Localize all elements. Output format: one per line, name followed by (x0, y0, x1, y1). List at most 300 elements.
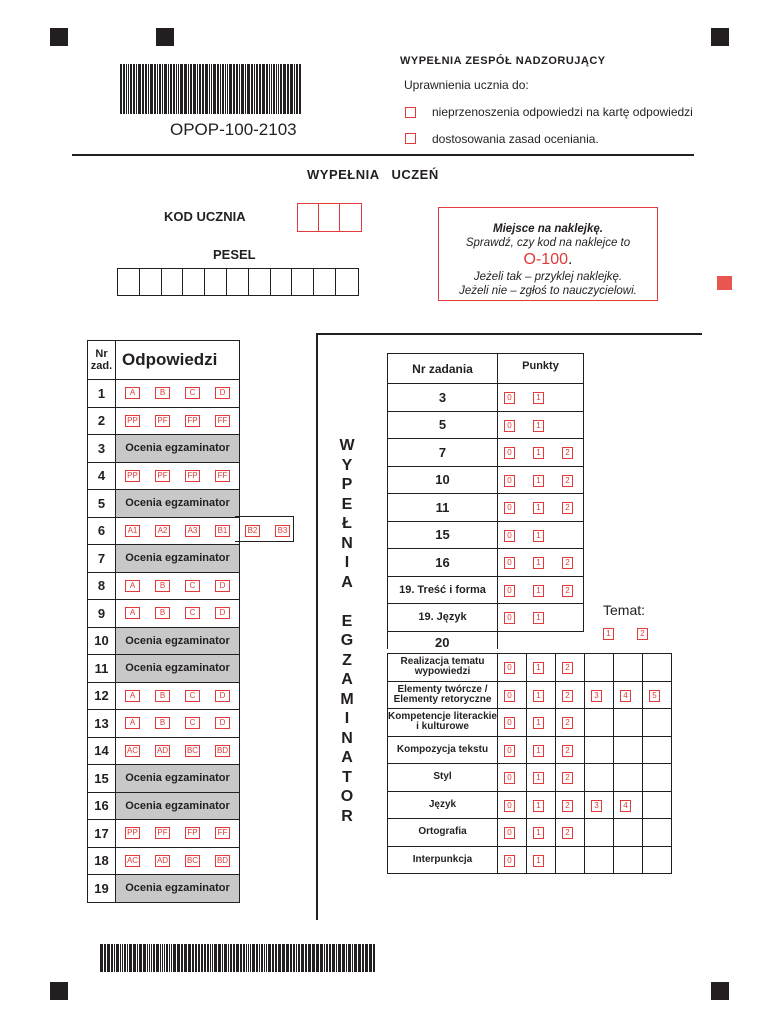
criterion-point-option[interactable]: 5 (649, 690, 660, 702)
barcode-bar (220, 64, 221, 114)
answer-option[interactable]: PP (125, 470, 140, 482)
answer-option[interactable]: FP (185, 470, 200, 482)
pesel-digit-box[interactable] (336, 269, 358, 295)
answer-option[interactable]: PP (125, 415, 140, 427)
barcode-bar (228, 944, 229, 972)
barcode-bar (205, 64, 208, 114)
barcode-bar (153, 944, 155, 972)
kod-digit-box[interactable] (340, 204, 361, 231)
answer-row (88, 462, 240, 490)
barcode-bar (151, 944, 152, 972)
barcode-bar (269, 64, 270, 114)
barcode-bar (275, 944, 277, 972)
points-option[interactable]: 0 (504, 475, 515, 487)
barcode-bar (192, 944, 194, 972)
examiner-vertical-letter: Ł (342, 515, 352, 532)
criterion-point-cell (614, 709, 643, 737)
barcode-bar (128, 64, 129, 114)
barcode-bar (150, 64, 153, 114)
barcode-bar (170, 64, 172, 114)
points-option[interactable]: 2 (562, 557, 573, 569)
answer-option[interactable]: A2 (155, 525, 170, 537)
barcode-bar (276, 64, 277, 114)
answer-option[interactable]: C (185, 607, 200, 619)
barcode-bar (147, 944, 148, 972)
answer-row-6-extension (235, 516, 294, 542)
answer-row (88, 490, 240, 518)
criterion-point-option[interactable]: 0 (504, 772, 515, 784)
criterion-point-option[interactable]: 2 (562, 690, 573, 702)
task-number: 10 (88, 627, 116, 655)
points-option[interactable]: 1 (533, 585, 544, 597)
task-number: 18 (88, 847, 116, 875)
answer-row (88, 765, 240, 793)
barcode-bar (116, 944, 119, 972)
points-option[interactable]: 1 (533, 447, 544, 459)
answer-option[interactable]: A (125, 717, 140, 729)
points-option[interactable]: 1 (533, 530, 544, 542)
points-options-cell (498, 411, 584, 439)
barcode-bar (214, 944, 217, 972)
answer-option[interactable]: D (215, 607, 230, 619)
criterion-point-cell (585, 764, 614, 792)
barcode-bar (159, 64, 161, 114)
barcode-bar (164, 64, 167, 114)
points-option[interactable]: 0 (504, 502, 515, 514)
answer-options-cell (116, 710, 240, 738)
answer-option[interactable]: A (125, 690, 140, 702)
criterion-point-option[interactable]: 1 (533, 690, 544, 702)
right-1-checkbox[interactable] (405, 107, 416, 118)
examiner-vertical-letter: P (341, 476, 353, 493)
criterion-point-cell (585, 654, 614, 682)
barcode-bar (286, 944, 289, 972)
answer-option[interactable]: FP (185, 415, 200, 427)
barcode-bar (271, 64, 272, 114)
barcode-bar (224, 944, 227, 972)
barcode-bar (278, 64, 279, 114)
criterion-point-option[interactable]: 0 (504, 717, 515, 729)
points-task: 7 (388, 439, 498, 467)
criteria-table (387, 653, 672, 874)
answer-options-cell (116, 517, 288, 545)
criterion-point-cell (527, 709, 556, 737)
examiner-vertical-letter: A (341, 749, 353, 766)
criterion-point-option[interactable]: 1 (533, 745, 544, 757)
criterion-point-cell (498, 736, 527, 764)
answer-options-cell (116, 407, 240, 435)
barcode-bar (241, 64, 244, 114)
points-table (387, 353, 584, 649)
criterion-point-cell (643, 819, 672, 847)
answer-option[interactable]: A1 (125, 525, 140, 537)
answer-option[interactable]: FF (215, 415, 230, 427)
criterion-point-cell (527, 791, 556, 819)
corner-marker (50, 28, 68, 46)
answer-option[interactable]: FF (215, 827, 230, 839)
criterion-point-cell (498, 709, 527, 737)
pesel-digit-box[interactable] (271, 269, 293, 295)
points-option[interactable]: 1 (533, 502, 544, 514)
barcode-bar (236, 64, 238, 114)
examiner-vertical-letter: R (341, 807, 353, 825)
task-number: 3 (88, 435, 116, 463)
pesel-digit-box[interactable] (314, 269, 336, 295)
criterion-point-option[interactable]: 1 (533, 800, 544, 812)
barcode-bar (298, 944, 300, 972)
barcode-bar (266, 944, 267, 972)
points-option[interactable]: 2 (562, 475, 573, 487)
criterion-point-option[interactable]: 3 (591, 800, 602, 812)
criterion-point-cell (614, 764, 643, 792)
points-option[interactable]: 1 (533, 557, 544, 569)
answer-option[interactable]: B (155, 717, 170, 729)
rights-label: Uprawnienia ucznia do: (404, 78, 529, 92)
barcode-bar (124, 944, 126, 972)
criterion-point-option[interactable]: 2 (562, 717, 573, 729)
answer-option[interactable]: C (185, 690, 200, 702)
barcode-bar (171, 944, 172, 972)
criterion-point-option[interactable]: 0 (504, 827, 515, 839)
criterion-point-option[interactable]: 3 (591, 690, 602, 702)
criterion-label: Kompozycja tekstu (388, 736, 498, 764)
criteria-row (388, 819, 672, 847)
barcode-bar (346, 944, 347, 972)
criterion-point-cell (643, 791, 672, 819)
barcode-bar (184, 944, 187, 972)
answer-option[interactable]: B (155, 580, 170, 592)
barcode-bar (137, 944, 138, 972)
answer-options-cell (116, 847, 240, 875)
examiner-vertical-letter: A (341, 671, 353, 688)
criterion-point-option[interactable]: 0 (504, 690, 515, 702)
points-row (388, 439, 584, 467)
barcode-bar (162, 944, 163, 972)
answer-option[interactable]: AC (126, 745, 139, 755)
task-20-row (388, 631, 584, 649)
answer-row (88, 792, 240, 820)
barcode-bar (266, 64, 268, 114)
criterion-point-cell (556, 819, 585, 847)
barcode-bar (126, 64, 127, 114)
points-header-points: Punkty (498, 354, 584, 384)
sticker-line-1: Miejsce na naklejkę. (493, 223, 603, 235)
barcode-bottom (100, 944, 376, 972)
points-option[interactable]: 2 (562, 502, 573, 514)
barcode-bar (209, 64, 210, 114)
answer-option[interactable]: C (185, 387, 200, 399)
barcode-bar (177, 944, 180, 972)
criterion-point-option[interactable]: 0 (504, 745, 515, 757)
criterion-point-cell (614, 736, 643, 764)
criterion-point-option[interactable]: 4 (620, 690, 631, 702)
barcode-bar (259, 64, 261, 114)
temat-label: Temat: (603, 602, 646, 618)
answer-option[interactable]: PF (155, 827, 170, 839)
answer-row (88, 820, 240, 848)
barcode-bar (272, 944, 274, 972)
answer-option[interactable]: A (125, 607, 140, 619)
points-option[interactable]: 0 (504, 557, 515, 569)
examiner-vertical-letter: Z (342, 651, 352, 669)
examiner-graded-cell: Ocenia egzaminator (116, 875, 240, 903)
criterion-point-cell (643, 736, 672, 764)
right-1-label: nieprzenoszenia odpowiedzi na kartę odpowiedzi (432, 105, 693, 119)
answer-options-cell (116, 462, 240, 490)
answer-option[interactable]: BD (216, 855, 229, 865)
pesel-digit-box[interactable] (227, 269, 249, 295)
criterion-point-cell (585, 791, 614, 819)
examiner-vertical-letter: W (339, 437, 355, 454)
answer-option[interactable]: A3 (185, 525, 200, 537)
points-option[interactable]: 0 (504, 612, 515, 624)
criterion-point-option[interactable]: 0 (504, 662, 515, 674)
points-task: 11 (388, 494, 498, 522)
answer-option[interactable]: D (215, 580, 230, 592)
pesel-digit-box[interactable] (205, 269, 227, 295)
criterion-point-cell (498, 764, 527, 792)
criterion-point-option[interactable]: 2 (562, 662, 573, 674)
pesel-digit-box[interactable] (118, 269, 140, 295)
kod-ucznia-label: KOD UCZNIA (164, 209, 246, 224)
answer-option[interactable]: C (185, 580, 200, 592)
answer-option[interactable]: AD (156, 855, 169, 865)
criterion-point-option[interactable]: 1 (533, 717, 544, 729)
points-row (388, 384, 584, 412)
barcode-bar (195, 944, 197, 972)
barcode-bar (127, 944, 128, 972)
points-row (388, 521, 584, 549)
kod-ucznia-field[interactable] (297, 203, 362, 232)
barcode-bar (197, 64, 198, 114)
barcode-bar (120, 64, 122, 114)
answer-options-cell (116, 600, 240, 628)
points-task: 16 (388, 549, 498, 577)
barcode-bar (138, 64, 141, 114)
barcode-bar (239, 64, 240, 114)
points-option[interactable]: 2 (562, 447, 573, 459)
barcode-bar (133, 64, 135, 114)
criterion-point-cell (585, 709, 614, 737)
barcode-bar (256, 64, 258, 114)
answer-option[interactable]: B3 (275, 525, 290, 537)
sticker-line-3: Jeżeli tak – przyklej naklejkę. (473, 271, 623, 283)
criterion-point-option[interactable]: 4 (620, 800, 631, 812)
right-2-checkbox[interactable] (405, 133, 416, 144)
barcode-bar (178, 64, 179, 114)
barcode-bar (246, 944, 247, 972)
pesel-digit-box[interactable] (162, 269, 184, 295)
examiner-vertical-letter: O (340, 788, 354, 805)
pesel-digit-box[interactable] (249, 269, 271, 295)
answer-option[interactable]: A (125, 387, 140, 399)
pesel-digit-box[interactable] (292, 269, 314, 295)
barcode-bar (133, 944, 136, 972)
answer-option[interactable]: D (215, 690, 230, 702)
barcode-bar (316, 944, 319, 972)
barcode-bar (352, 944, 353, 972)
corner-marker (50, 982, 68, 1000)
supervisor-title: WYPEŁNIA ZESPÓŁ NADZORUJĄCY (400, 55, 606, 67)
barcode-bar (348, 944, 351, 972)
points-options-cell (498, 549, 584, 577)
criteria-row (388, 736, 672, 764)
criterion-point-cell (527, 736, 556, 764)
points-option[interactable]: 0 (504, 420, 515, 432)
answer-option[interactable]: A (125, 580, 140, 592)
barcode-bar (354, 944, 357, 972)
criterion-point-option[interactable]: 1 (533, 772, 544, 784)
task-number: 12 (88, 682, 116, 710)
answer-option[interactable]: B (155, 690, 170, 702)
examiner-graded-cell: Ocenia egzaminator (116, 765, 240, 793)
criterion-label: Ortografia (388, 819, 498, 847)
barcode-bar (212, 944, 213, 972)
barcode-bar (369, 944, 372, 972)
examiner-vertical-letter: E (341, 495, 353, 513)
answer-options-cell (116, 820, 240, 848)
barcode-bar (176, 64, 177, 114)
points-option[interactable]: 1 (533, 612, 544, 624)
barcode-bar (251, 64, 253, 114)
answer-option[interactable]: B2 (245, 525, 260, 537)
kod-digit-box[interactable] (298, 204, 319, 231)
answer-option[interactable]: B1 (215, 525, 230, 537)
criterion-point-cell (527, 654, 556, 682)
answer-options-cell (116, 380, 240, 408)
criterion-point-option[interactable]: 0 (504, 855, 515, 867)
task-number: 19 (88, 875, 116, 903)
barcode-bar (247, 64, 250, 114)
task-20-label: 20 (435, 635, 450, 650)
answers-table (87, 340, 288, 903)
barcode-bar (233, 944, 235, 972)
answer-option[interactable]: PF (155, 470, 170, 482)
points-option[interactable]: 0 (504, 530, 515, 542)
right-2-label: dostosowania zasad oceniania. (432, 132, 599, 146)
barcode-bar (190, 64, 192, 114)
criterion-point-cell (556, 681, 585, 709)
answer-option[interactable]: FF (215, 470, 230, 482)
answer-option[interactable]: AD (156, 745, 169, 755)
points-task: 19. Język (388, 604, 498, 632)
temat-option-1[interactable]: 1 (603, 628, 614, 640)
task-number: 6 (88, 517, 116, 545)
task-number: 16 (88, 792, 116, 820)
barcode-bar (290, 64, 293, 114)
barcode-bar (293, 944, 295, 972)
task-number: 15 (88, 765, 116, 793)
criterion-point-option[interactable]: 2 (562, 827, 573, 839)
criterion-point-option[interactable]: 1 (533, 827, 544, 839)
criterion-point-cell (498, 819, 527, 847)
examiner-graded-cell: Ocenia egzaminator (116, 545, 240, 573)
points-options-cell (498, 384, 584, 412)
points-options-cell (498, 604, 584, 632)
answer-options-cell (116, 737, 240, 765)
criterion-point-option[interactable]: 0 (504, 800, 515, 812)
barcode-bar (168, 64, 169, 114)
answer-option[interactable]: B (155, 607, 170, 619)
criterion-point-option[interactable]: 2 (562, 772, 573, 784)
criterion-point-cell (556, 764, 585, 792)
barcode-bar (202, 64, 204, 114)
criterion-point-cell (527, 846, 556, 874)
points-option[interactable]: 0 (504, 447, 515, 459)
pesel-digit-box[interactable] (140, 269, 162, 295)
criterion-label: Styl (388, 764, 498, 792)
answer-option[interactable]: D (215, 717, 230, 729)
answer-option[interactable]: PP (125, 827, 140, 839)
barcode-bar (120, 944, 121, 972)
answer-options-cell (116, 682, 240, 710)
pesel-digit-box[interactable] (183, 269, 205, 295)
answer-option[interactable]: B (155, 387, 170, 399)
points-option[interactable]: 0 (504, 585, 515, 597)
barcode-bar (264, 944, 265, 972)
barcode-bar (290, 944, 292, 972)
criterion-point-option[interactable]: 1 (533, 662, 544, 674)
task-number: 9 (88, 600, 116, 628)
barcode-bar (222, 64, 224, 114)
temat-option-2[interactable]: 2 (637, 628, 648, 640)
points-row (388, 494, 584, 522)
points-option[interactable]: 1 (533, 392, 544, 404)
examiner-vertical-letter (337, 592, 357, 612)
criterion-point-cell (556, 736, 585, 764)
barcode-bar (320, 944, 323, 972)
barcode-bar (243, 944, 245, 972)
answer-option[interactable]: AC (126, 855, 139, 865)
barcode-bar (148, 64, 149, 114)
barcode-bar (240, 944, 242, 972)
task-number: 13 (88, 710, 116, 738)
examiner-vertical-letter: A (341, 573, 353, 591)
criterion-point-option[interactable]: 2 (562, 745, 573, 757)
points-option[interactable]: 0 (504, 392, 515, 404)
criterion-point-cell (643, 846, 672, 874)
answer-option[interactable]: BC (186, 745, 199, 755)
answer-option[interactable]: BD (216, 745, 229, 755)
barcode-bar (129, 944, 132, 972)
barcode-bar (181, 944, 183, 972)
answer-option[interactable]: BC (186, 855, 199, 865)
task-number: 1 (88, 380, 116, 408)
points-task: 19. Treść i forma (388, 576, 498, 604)
answer-option[interactable]: D (215, 387, 230, 399)
examiner-frame-top (316, 333, 702, 335)
answer-option[interactable]: FP (185, 827, 200, 839)
task-number: 4 (88, 462, 116, 490)
sticker-code-dot: . (568, 251, 573, 268)
barcode-bar (145, 64, 147, 114)
kod-digit-box[interactable] (319, 204, 340, 231)
criterion-point-option[interactable]: 1 (533, 855, 544, 867)
barcode-bar (332, 944, 335, 972)
answer-option[interactable]: C (185, 717, 200, 729)
answer-option[interactable]: PF (155, 415, 170, 427)
pesel-field[interactable] (117, 268, 359, 296)
criterion-point-option[interactable]: 2 (562, 800, 573, 812)
points-option[interactable]: 2 (562, 585, 573, 597)
points-option[interactable]: 1 (533, 420, 544, 432)
criterion-point-cell (643, 709, 672, 737)
answer-row (88, 710, 240, 738)
barcode-top (120, 64, 302, 114)
barcode-bar (301, 944, 304, 972)
task-number: 2 (88, 407, 116, 435)
points-option[interactable]: 1 (533, 475, 544, 487)
